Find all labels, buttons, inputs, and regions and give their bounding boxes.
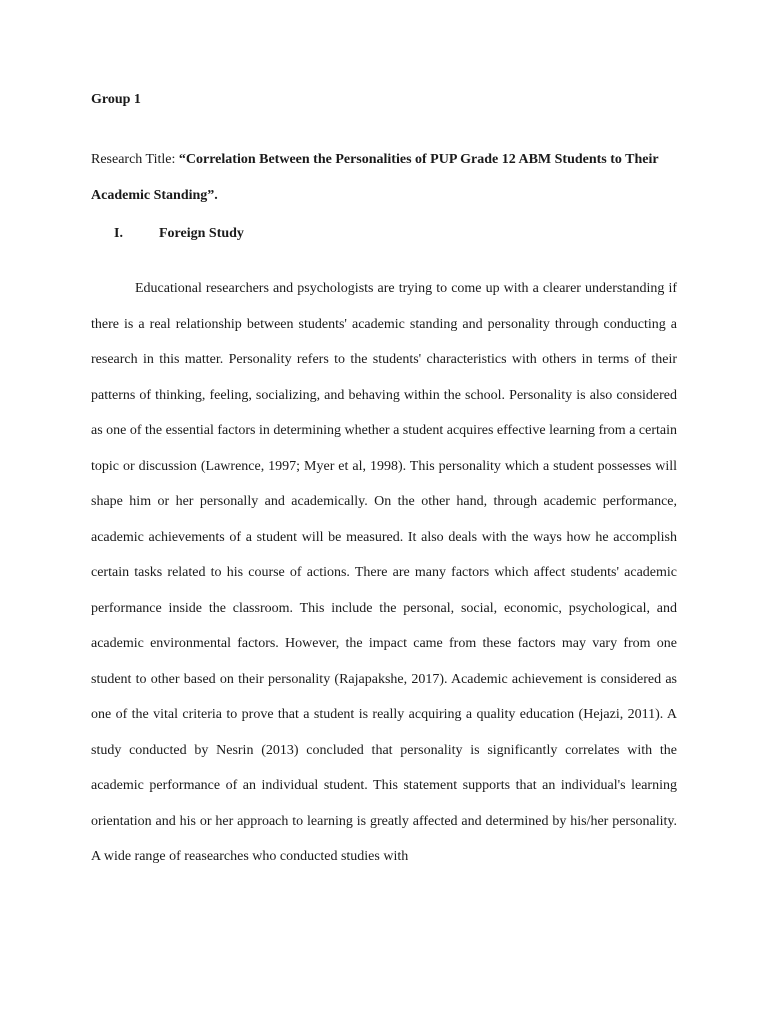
research-title (91, 142, 679, 214)
group-label: Group 1 (91, 92, 141, 107)
section-title: Foreign Study (159, 226, 244, 241)
body-paragraph: Educational researchers and psychologists are trying to come up with a clearer understanding if there is a real relationship between students' academic standing and personality through conducting a research in this matter. Personality refers to the students' characteristics with others in terms of their patterns of thinking, feeling, socializing, and behaving within the school. Personality is also considered as one of the essential factors in determining whether a student acquires effective learning from a certain topic or discussion (Lawrence, 1997; Myer et al, 1998). This personality which a student possesses will shape him or her personally and academically. On the other hand, through academic performance, academic achievements of a student will be measured. It also deals with the ways how he accomplish certain tasks related to his course of actions. There are many factors which affect students' academic performance inside the classroom. This include the personal, social, economic, psychological, and academic environmental factors. However, the impact came from these factors may vary from one student to other based on their personality (Rajapakshe, 2017). Academic achievement is considered as one of the vital criteria to prove that a student is really acquiring a quality education (Hejazi, 2011). A study conducted by Nesrin (2013) concluded that personality is significantly correlates with the academic performance of an individual student. This statement supports that an individual's learning orientation and his or her approach to learning is greatly affected and determined by his/her personality. A wide range of reasearches who conducted studies with (91, 281, 677, 864)
research-title-label: Research Title: (91, 152, 179, 167)
section-numeral: I. (114, 226, 123, 241)
research-title-text: “Correlation Between the Personalities of PUP Grade 12 ABM Students to Their Academic Standing”. (91, 152, 659, 203)
section-heading (114, 226, 244, 242)
